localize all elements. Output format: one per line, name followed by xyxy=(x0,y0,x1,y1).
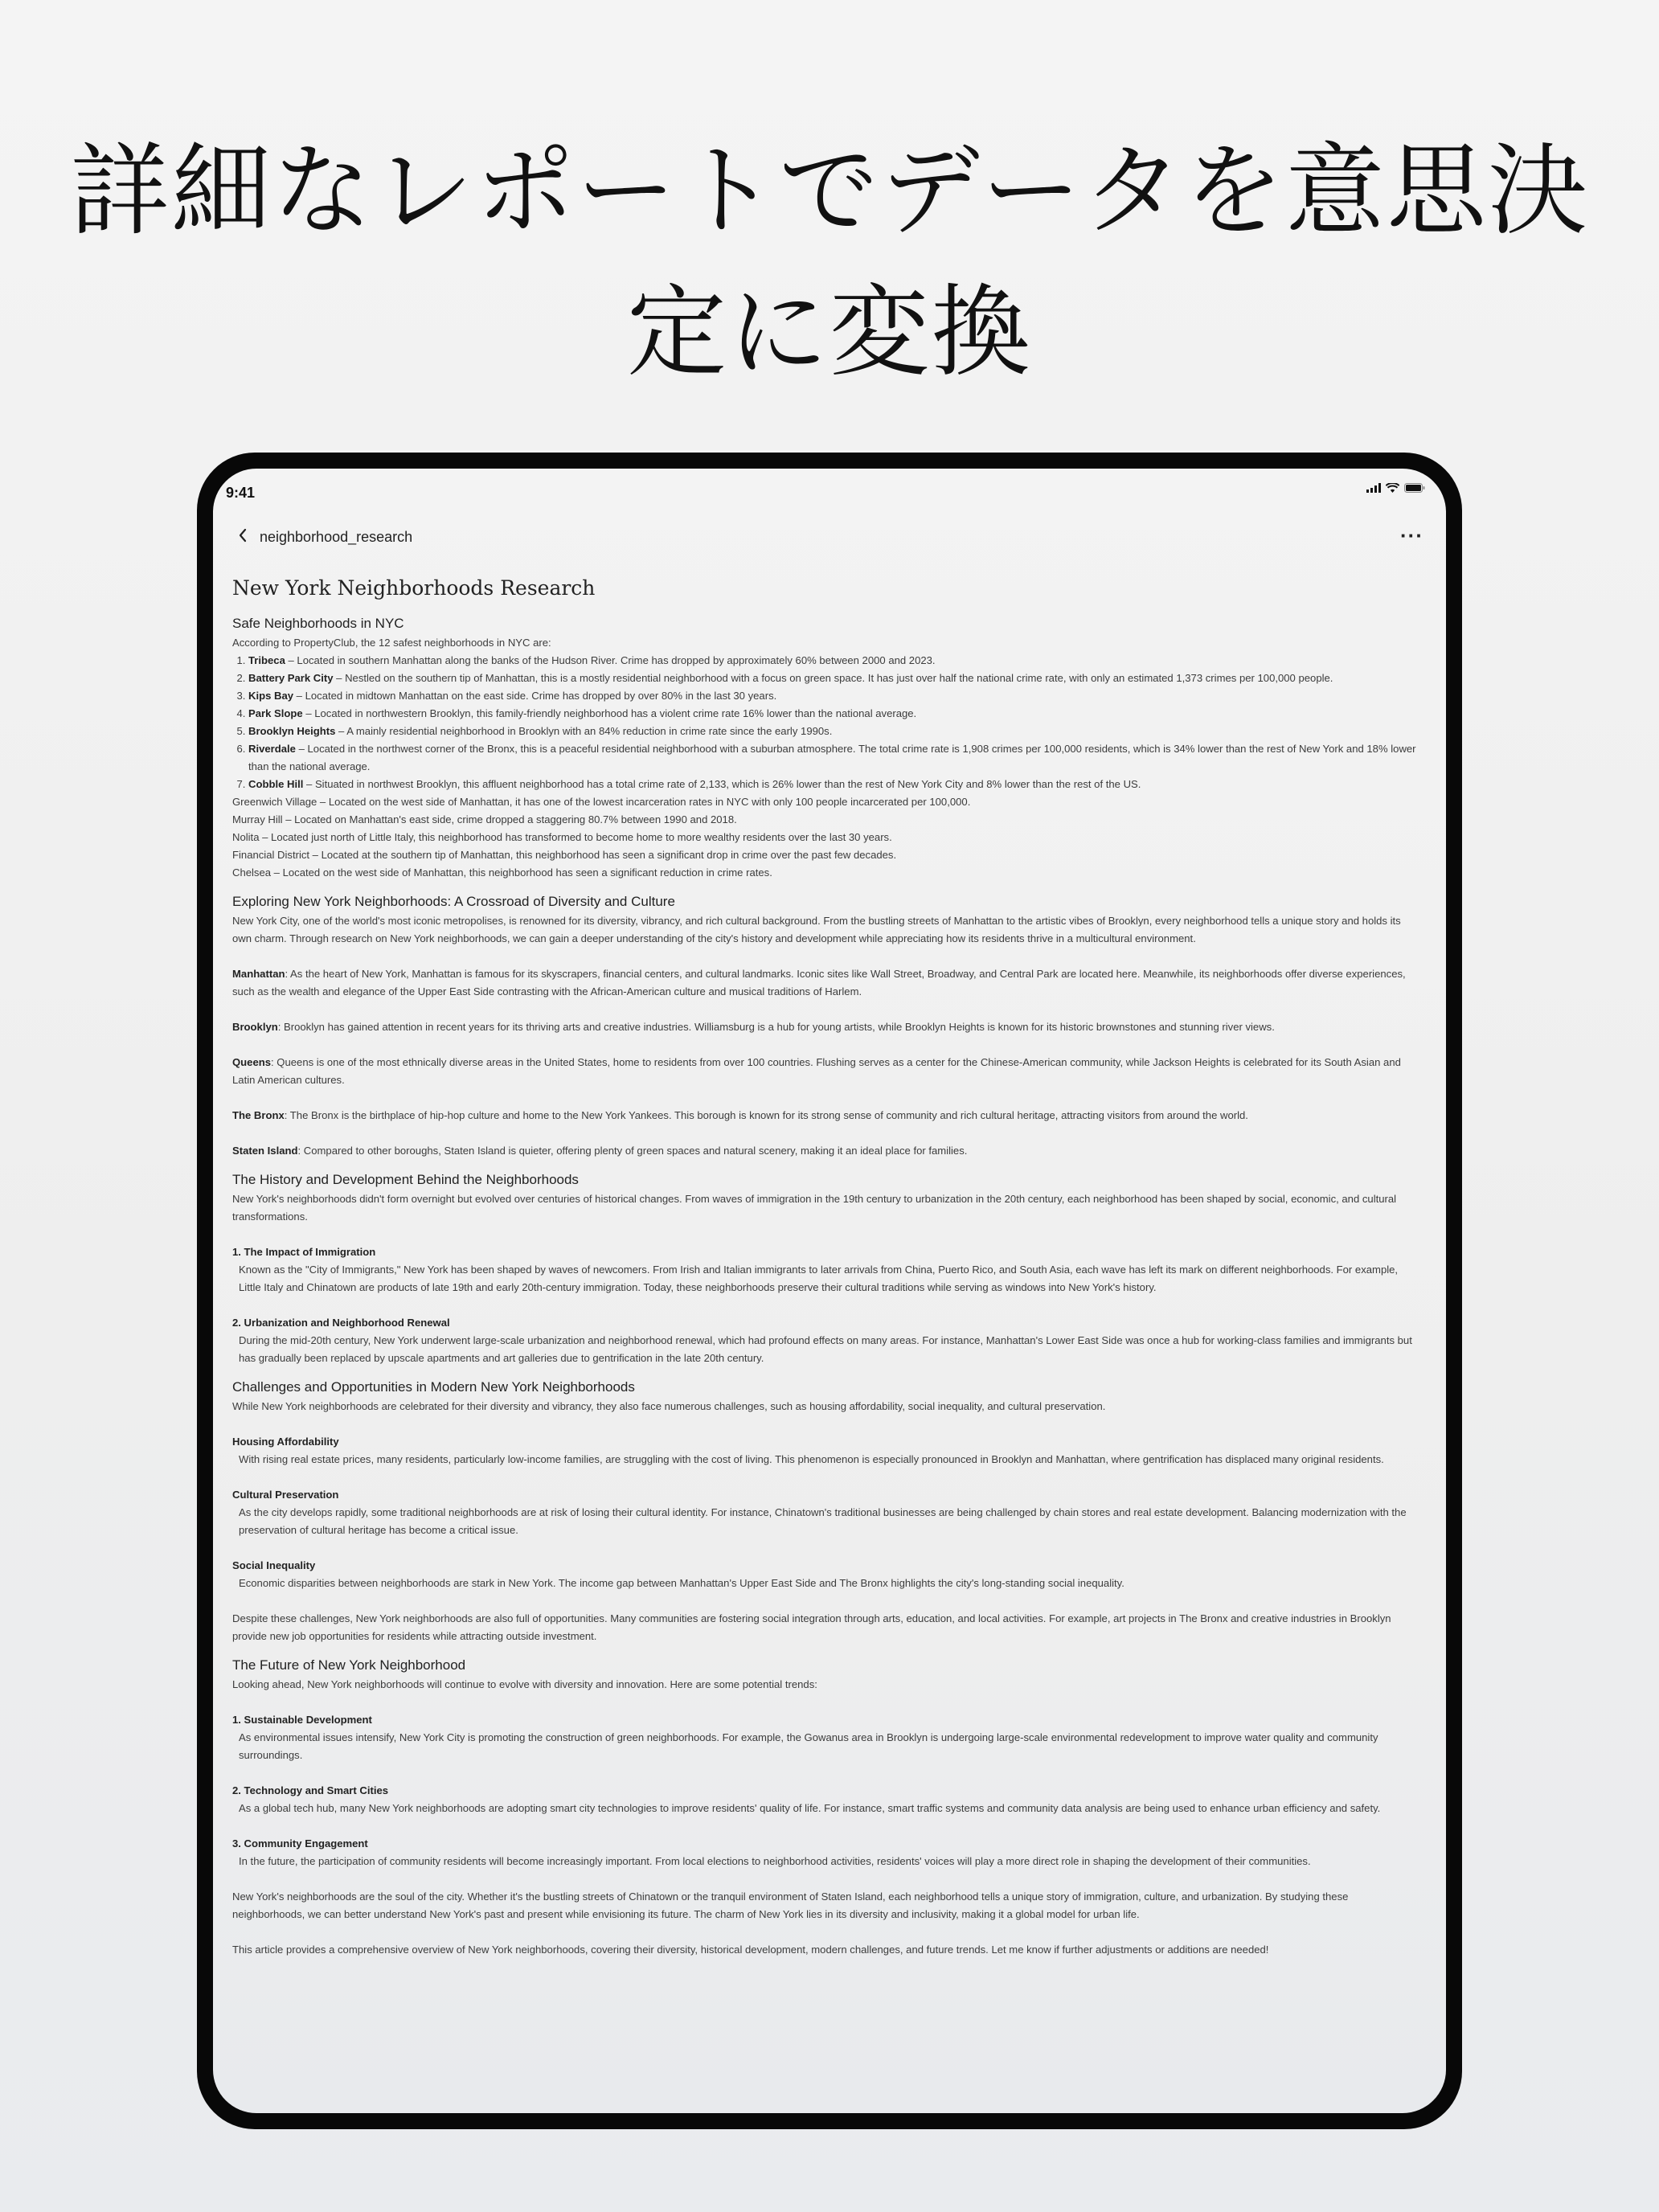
battery-icon xyxy=(1404,483,1425,493)
paragraph: New York City, one of the world's most iconic metropolises, is renowned for its diversity, vibrancy, and rich cultural background. From the bustling streets of Manhattan to the artistic vibes of Brooklyn, every neighborhood tells a unique story and holds its own charm. Through research on New York neighborhoods, we can gain a deeper understanding of the city's history and development while appreciating how its residents thrive in a multicultural environment. xyxy=(232,915,1401,944)
app-screen xyxy=(213,469,1446,2113)
paragraph: Brooklyn: Brooklyn has gained attention in recent years for its thriving arts and creative industries. Williamsburg is a hub for young artists, while Brooklyn Heights is known for its historic brownstones and stunning river views. xyxy=(232,1021,1275,1033)
subheading: Social Inequality xyxy=(232,1559,316,1571)
subheading: 2. Urbanization and Neighborhood Renewal xyxy=(232,1317,450,1329)
paragraph: This article provides a comprehensive overview of New York neighborhoods, covering their diversity, historical development, modern challenges, and future trends. Let me know if further adjustments or additions are needed! xyxy=(232,1944,1269,1956)
document-body xyxy=(232,575,1422,1959)
paragraph: Financial District – Located at the southern tip of Manhattan, this neighborhood has seen a significant drop in crime over the past few decades. xyxy=(232,849,897,861)
subheading: 3. Community Engagement xyxy=(232,1837,368,1849)
section-heading: Safe Neighborhoods in NYC xyxy=(232,616,404,631)
paragraph: Manhattan: As the heart of New York, Manhattan is famous for its skyscrapers, financial centers, and cultural landmarks. Iconic sites like Wall Street, Broadway, and Central Park are located here. Meanwhile, its neighborhoods offer diverse experiences, such as the wealth and elegance of the Upper East Side contrasting with the African-American culture and musical traditions of Harlem. xyxy=(232,968,1406,997)
status-time: 9:41 xyxy=(226,485,256,501)
document-title: New York Neighborhoods Research xyxy=(232,576,596,600)
promo-headline xyxy=(0,121,1659,403)
paragraph: In the future, the participation of community residents will become increasingly important. From local elections to neighborhood activities, residents' voices will play a more direct role in shaping the development of their communities. xyxy=(239,1855,1311,1867)
paragraph: Known as the "City of Immigrants," New York has been shaped by waves of newcomers. From Irish and Italian immigrants to later arrivals from China, Puerto Rico, and South Asia, each wave has left its mark on different neighborhoods. For example, Little Italy and Chinatown are products of late 19th and early 20th-century immigration. Today, these neighborhoods preserve their cultural traditions while serving as windows into New York's history. xyxy=(239,1264,1399,1293)
subheading: Cultural Preservation xyxy=(232,1489,339,1501)
paragraph: According to PropertyClub, the 12 safest neighborhoods in NYC are: xyxy=(232,637,551,649)
paragraph: While New York neighborhoods are celebrated for their diversity and vibrancy, they also face numerous challenges, such as housing affordability, social inequality, and cultural preservation. xyxy=(232,1400,1106,1412)
paragraph: As a global tech hub, many New York neighborhoods are adopting smart city technologies to improve residents' quality of life. For instance, smart traffic systems and community data analysis are being used to enhance urban efficiency and safety. xyxy=(239,1802,1381,1814)
paragraph: Greenwich Village – Located on the west side of Manhattan, it has one of the lowest incarceration rates in NYC with only 100 people incarcerated per 100,000. xyxy=(232,796,971,808)
subheading: Housing Affordability xyxy=(232,1436,339,1448)
list-item: 1. Tribeca – Located in southern Manhattan along the banks of the Hudson River. Crime has dropped by approximately 60% between 2000 and 2023. xyxy=(248,652,1422,670)
headline-line-1: 詳細なレポートでデータを意思決 xyxy=(69,133,1589,249)
tablet-frame xyxy=(197,453,1462,2129)
paragraph: Murray Hill – Located on Manhattan's east side, crime dropped a staggering 80.7% between 1990 and 2018. xyxy=(232,813,737,825)
paragraph: During the mid-20th century, New York underwent large-scale urbanization and neighborhood renewal, which had profound effects on many areas. For instance, Manhattan's Lower East Side was once a hub for working-class families and immigrants but has gradually been replaced by upscale apartments and art galleries due to gentrification in the late 20th century. xyxy=(239,1334,1412,1364)
paragraph: Staten Island: Compared to other boroughs, Staten Island is quieter, offering plenty of green spaces and natural scenery, making it an ideal place for families. xyxy=(232,1145,968,1157)
paragraph: New York's neighborhoods are the soul of the city. Whether it's the bustling streets of Chinatown or the tranquil environment of Staten Island, each neighborhood tells a unique story of immigration, culture, and urbanization. By studying these neighborhoods, we can better understand New York's past and present while envisioning its future. The charm of New York lies in its diversity and inclusivity, making it a global model for urban life. xyxy=(232,1890,1349,1920)
paragraph: Despite these challenges, New York neighborhoods are also full of opportunities. Many communities are fostering social integration through arts, education, and local activities. For example, art projects in The Bronx and creative industries in Brooklyn provide new job opportunities for residents while attracting outside investment. xyxy=(232,1612,1391,1642)
signal-icon xyxy=(1366,483,1381,493)
document-filename: neighborhood_research xyxy=(260,529,413,545)
headline-line-2: 定に変換 xyxy=(626,275,1032,391)
paragraph: New York's neighborhoods didn't form overnight but evolved over centuries of historical changes. From waves of immigration in the 19th century to urbanization in the 20th century, each neighborhood has been shaped by social, economic, and cultural transformations. xyxy=(232,1193,1397,1223)
paragraph: As environmental issues intensify, New York City is promoting the construction of green neighborhoods. For example, the Gowanus area in Brooklyn is undergoing large-scale environmental redevelopment to improve water quality and community surroundings. xyxy=(239,1731,1378,1761)
paragraph: Chelsea – Located on the west side of Manhattan, this neighborhood has seen a significant reduction in crime rates. xyxy=(232,866,772,879)
list-item: 4. Park Slope – Located in northwestern Brooklyn, this family-friendly neighborhood has a violent crime rate 16% lower than the national average. xyxy=(248,705,1422,723)
paragraph: As the city develops rapidly, some traditional neighborhoods are at risk of losing their cultural identity. For instance, Chinatown's traditional businesses are being challenged by chain stores and real estate development. Balancing modernization with the preservation of cultural heritage has become a critical issue. xyxy=(239,1506,1407,1536)
paragraph: Looking ahead, New York neighborhoods will continue to evolve with diversity and innovation. Here are some potential trends: xyxy=(232,1678,817,1690)
section-heading: The Future of New York Neighborhood xyxy=(232,1657,466,1673)
list-item: 5. Brooklyn Heights – A mainly residential neighborhood in Brooklyn with an 84% reduction in crime rate since the early 1990s. xyxy=(248,723,1422,740)
paragraph: Economic disparities between neighborhoods are stark in New York. The income gap between Manhattan's Upper East Side and The Bronx highlights the city's long-standing social inequality. xyxy=(239,1577,1124,1589)
wifi-icon xyxy=(1386,483,1399,493)
back-button[interactable] xyxy=(237,526,248,550)
section-heading: Challenges and Opportunities in Modern New York Neighborhoods xyxy=(232,1379,635,1395)
more-icon: ··· xyxy=(1400,523,1423,547)
paragraph: Nolita – Located just north of Little Italy, this neighborhood has transformed to become home to more wealthy residents over the last 30 years. xyxy=(232,831,892,843)
list-item: 3. Kips Bay – Located in midtown Manhattan on the east side. Crime has dropped by over 80% in the last 30 years. xyxy=(248,687,1422,705)
nav-bar xyxy=(213,523,1446,555)
more-button[interactable] xyxy=(1400,523,1423,548)
subheading: 1. Sustainable Development xyxy=(232,1714,372,1726)
list-item: 6. Riverdale – Located in the northwest corner of the Bronx, this is a peaceful residential neighborhood with a suburban atmosphere. The total crime rate is 1,908 crimes per 100,000 residents, which is 34% lower than the rest of New York and 18% lower than the national average. xyxy=(248,740,1422,776)
subheading: 1. The Impact of Immigration xyxy=(232,1246,376,1258)
paragraph: Queens: Queens is one of the most ethnically diverse areas in the United States, home to residents from over 100 countries. Flushing serves as a center for the Chinese-American community, while Jackson Heights is celebrated for its South Asian and Latin American cultures. xyxy=(232,1056,1401,1086)
list-item: 7. Cobble Hill – Situated in northwest Brooklyn, this affluent neighborhood has a total crime rate of 2,133, which is 26% lower than the rest of New York City and 8% lower than the rest of the US. xyxy=(248,776,1422,793)
subheading: 2. Technology and Smart Cities xyxy=(232,1784,389,1796)
status-bar xyxy=(226,481,1425,506)
safe-neighborhoods-list xyxy=(232,652,1422,793)
status-icons xyxy=(1366,483,1425,493)
section-heading: Exploring New York Neighborhoods: A Crossroad of Diversity and Culture xyxy=(232,894,675,909)
chevron-left-icon xyxy=(237,526,248,544)
list-item: 2. Battery Park City – Nestled on the southern tip of Manhattan, this is a mostly residential neighborhood with a focus on green space. It has just over half the national crime rate, with only an estimated 1,373 crimes per 100,000 people. xyxy=(248,670,1422,687)
paragraph: The Bronx: The Bronx is the birthplace of hip-hop culture and home to the New York Yankees. This borough is known for its strong sense of community and rich cultural heritage, attracting visitors from around the world. xyxy=(232,1109,1248,1121)
section-heading: The History and Development Behind the Neighborhoods xyxy=(232,1172,579,1187)
paragraph: With rising real estate prices, many residents, particularly low-income families, are struggling with the cost of living. This phenomenon is especially pronounced in Brooklyn and Manhattan, where gentrification has displaced many original residents. xyxy=(239,1453,1384,1465)
